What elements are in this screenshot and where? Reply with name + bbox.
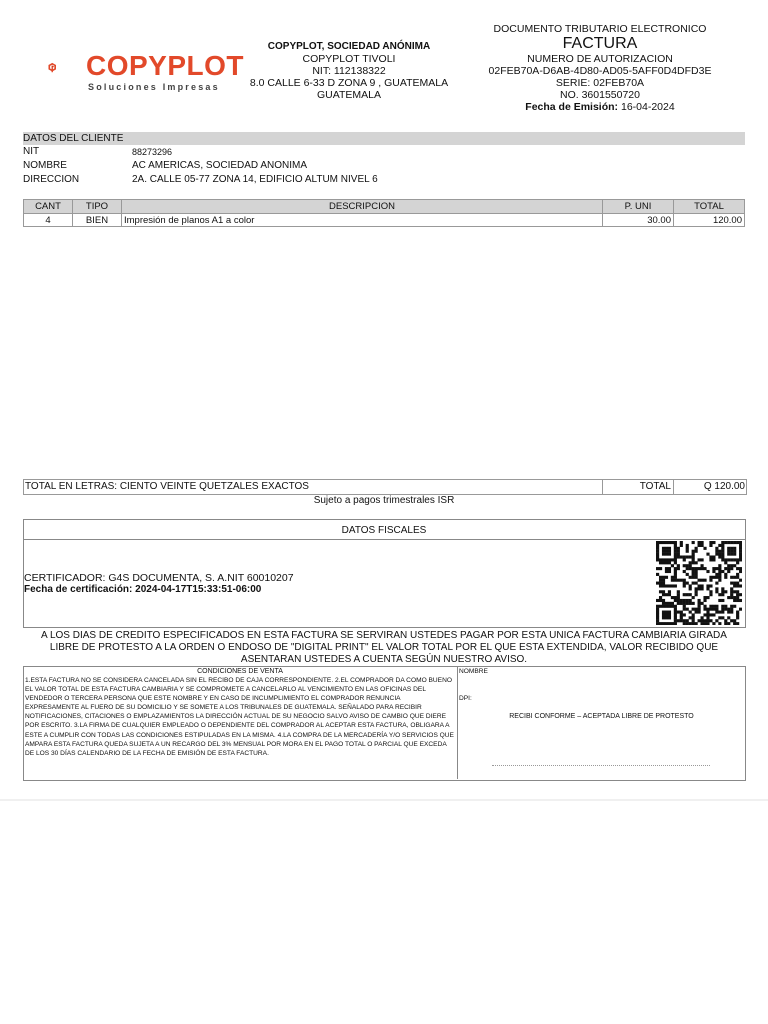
legal-text: A LOS DIAS DE CREDITO ESPECIFICADOS EN ESTA FACTURA SE SERVIRAN USTEDES PAGAR POR ESTA UNICA FACTURA CAMBIARIA GIRADA LIBRE DE PROTESTO A LA ORDEN O ENDOSO DE "DIGITAL PRINT" EL VALOR TOTAL POR EL QUE ESTA EXTENDIDA, VALOR RECIBIDO QUE ASENTARAN USTEDES A CUENTA SEGÚN NUESTRO AVISO. <box>41 630 727 665</box>
items-header-row <box>24 200 745 214</box>
signature-line <box>492 765 710 766</box>
received-conforme: RECIBI CONFORME – ACEPTADA LIBRE DE PROTESTO <box>509 713 694 720</box>
client-name-label: NOMBRE <box>23 160 67 171</box>
document-type: DOCUMENTO TRIBUTARIO ELECTRONICO <box>493 23 707 35</box>
client-section-title: DATOS DEL CLIENTE <box>23 132 745 145</box>
issuer-nit: NIT: 112138322 <box>312 65 386 77</box>
client-nit: 88273296 <box>132 147 173 157</box>
conditions-title: CONDICIONES DE VENTA <box>197 668 283 675</box>
certifier: CERTIFICADOR: G4S DOCUMENTA, S. A.NIT 60010207 <box>24 572 294 584</box>
client-nit-label: NIT <box>23 146 40 157</box>
signature-dpi-label: DPI: <box>459 695 472 702</box>
total-label: TOTAL <box>602 480 674 494</box>
col-cant: CANT <box>24 200 73 214</box>
cert-date-label: Fecha de certificación: <box>24 584 133 595</box>
issuer-company: COPYPLOT, SOCIEDAD ANÓNIMA <box>267 41 431 52</box>
issuer-branch: COPYPLOT TIVOLI <box>302 53 396 65</box>
client-name: AC AMERICAS, SOCIEDAD ANONIMA <box>132 160 308 171</box>
client-address: 2A. CALLE 05-77 ZONA 14, EDIFICIO ALTUM NIVEL 6 <box>132 174 378 185</box>
signature-name-label: NOMBRE <box>459 668 488 675</box>
page-bottom-rule <box>0 799 768 801</box>
row-total: 120.00 <box>674 214 745 227</box>
row-descripcion: Impresión de planos A1 a color <box>122 214 603 227</box>
row-tipo: BIEN <box>73 214 122 227</box>
logo-tagline: Soluciones Impresas <box>88 82 220 92</box>
client-nit-row <box>23 145 745 159</box>
client-address-label: DIRECCION <box>23 174 80 185</box>
client-name-row <box>23 159 745 173</box>
total-amount: Q 120.00 <box>703 481 745 492</box>
col-p-uni: P. UNI <box>603 200 674 214</box>
totals-row <box>23 479 747 495</box>
auth-label: NUMERO DE AUTORIZACION <box>527 53 673 65</box>
qr-code-icon <box>656 541 742 625</box>
invoice-number: NO. 3601550720 <box>560 89 640 101</box>
logo-wordmark: COPYPLOT <box>86 50 245 81</box>
col-descripcion: DESCRIPCION <box>122 200 603 214</box>
conditions-text: 1.ESTA FACTURA NO SE CONSIDERA CANCELADA SIN EL RECIBO DE CAJA CORRESPONDIENTE. 2.EL COMPRADOR DA COMO BUENO EL VALOR TOTAL DE ESTA FACTURA CAMBIARIA Y SE COMPROMETE A CANCELARLO AL VENCIMIENTO EN LAS OFICINAS DEL VENDEDOR O TERCERA PERSONA QUE ESTE NOMBRE Y EN CASO DE INCUMPLIMIENTO EL COMPRADOR RENUNCIA EXPRESAMENTE AL FUERO DE SU DOMICILIO Y SE SOMETE A LOS TRIBUNALES DE GUATEMALA. SEÑALADO PARA RECIBIR NOTIFICACIONES, CITACIONES O EMPLAZAMIENTOS LA DIRECCIÓN ACTUAL DE SU NEGOCIO SALVO AVISO DE CAMBIO QUE DIERE POR ESCRITO. 3.LA FIRMA DE CUALQUIER EMPLEADO O DEPENDIENTE DEL COMPRADOR AL ACEPTAR ESTA FACTURA, OBLIGARA A ESTE A CUMPLIR CON TODAS LAS CONDICIONES ESTIPULADAS EN LA MISMA. 4.LA COMPRA DE LA MERCADERÍA Y/O SERVICIOS QUE AMPARA ESTA FACTURA QUEDA SUJETA A UN RECARGO DEL 3% MENSUAL POR MORA EN EL PAGO TOTAL O PARCIAL QUE EXCEDA DE LOS 30 DÍAS CALENDARIO DE LA FECHA DE EMISIÓN DE ESTA FACTURA. <box>25 677 454 757</box>
fiscal-title: DATOS FISCALES <box>23 523 745 540</box>
certifier-block <box>24 572 294 596</box>
cert-date: 2024-04-17T15:33:51-06:00 <box>135 584 262 595</box>
total-letters: TOTAL EN LETRAS: CIENTO VEINTE QUETZALES EXACTOS <box>25 481 309 492</box>
document-title: FACTURA <box>562 35 638 52</box>
col-total: TOTAL <box>674 200 745 214</box>
document-info <box>470 23 730 113</box>
copyplot-logo-icon <box>48 46 88 90</box>
serie: SERIE: 02FEB70A <box>555 77 645 89</box>
issuer-block <box>238 41 460 101</box>
issuer-address: 8.0 CALLE 6-33 D ZONA 9 , GUATEMALA <box>249 77 449 89</box>
isr-note: Sujeto a pagos trimestrales ISR <box>313 495 455 506</box>
emission-date: 16-04-2024 <box>620 101 675 113</box>
issuer-city: GUATEMALA <box>317 89 381 101</box>
row-cant: 4 <box>24 214 73 227</box>
auth-number: 02FEB70A-D6AB-4D80-AD05-5AFF0D4DFD3E <box>488 65 712 77</box>
emission-label: Fecha de Emisión: <box>525 101 619 113</box>
table-row <box>24 214 745 227</box>
emission-date-line <box>470 101 730 113</box>
row-p-uni: 30.00 <box>603 214 674 227</box>
client-address-row <box>23 173 745 187</box>
cert-date-line <box>24 584 294 596</box>
col-tipo: TIPO <box>73 200 122 214</box>
items-table <box>23 199 745 227</box>
